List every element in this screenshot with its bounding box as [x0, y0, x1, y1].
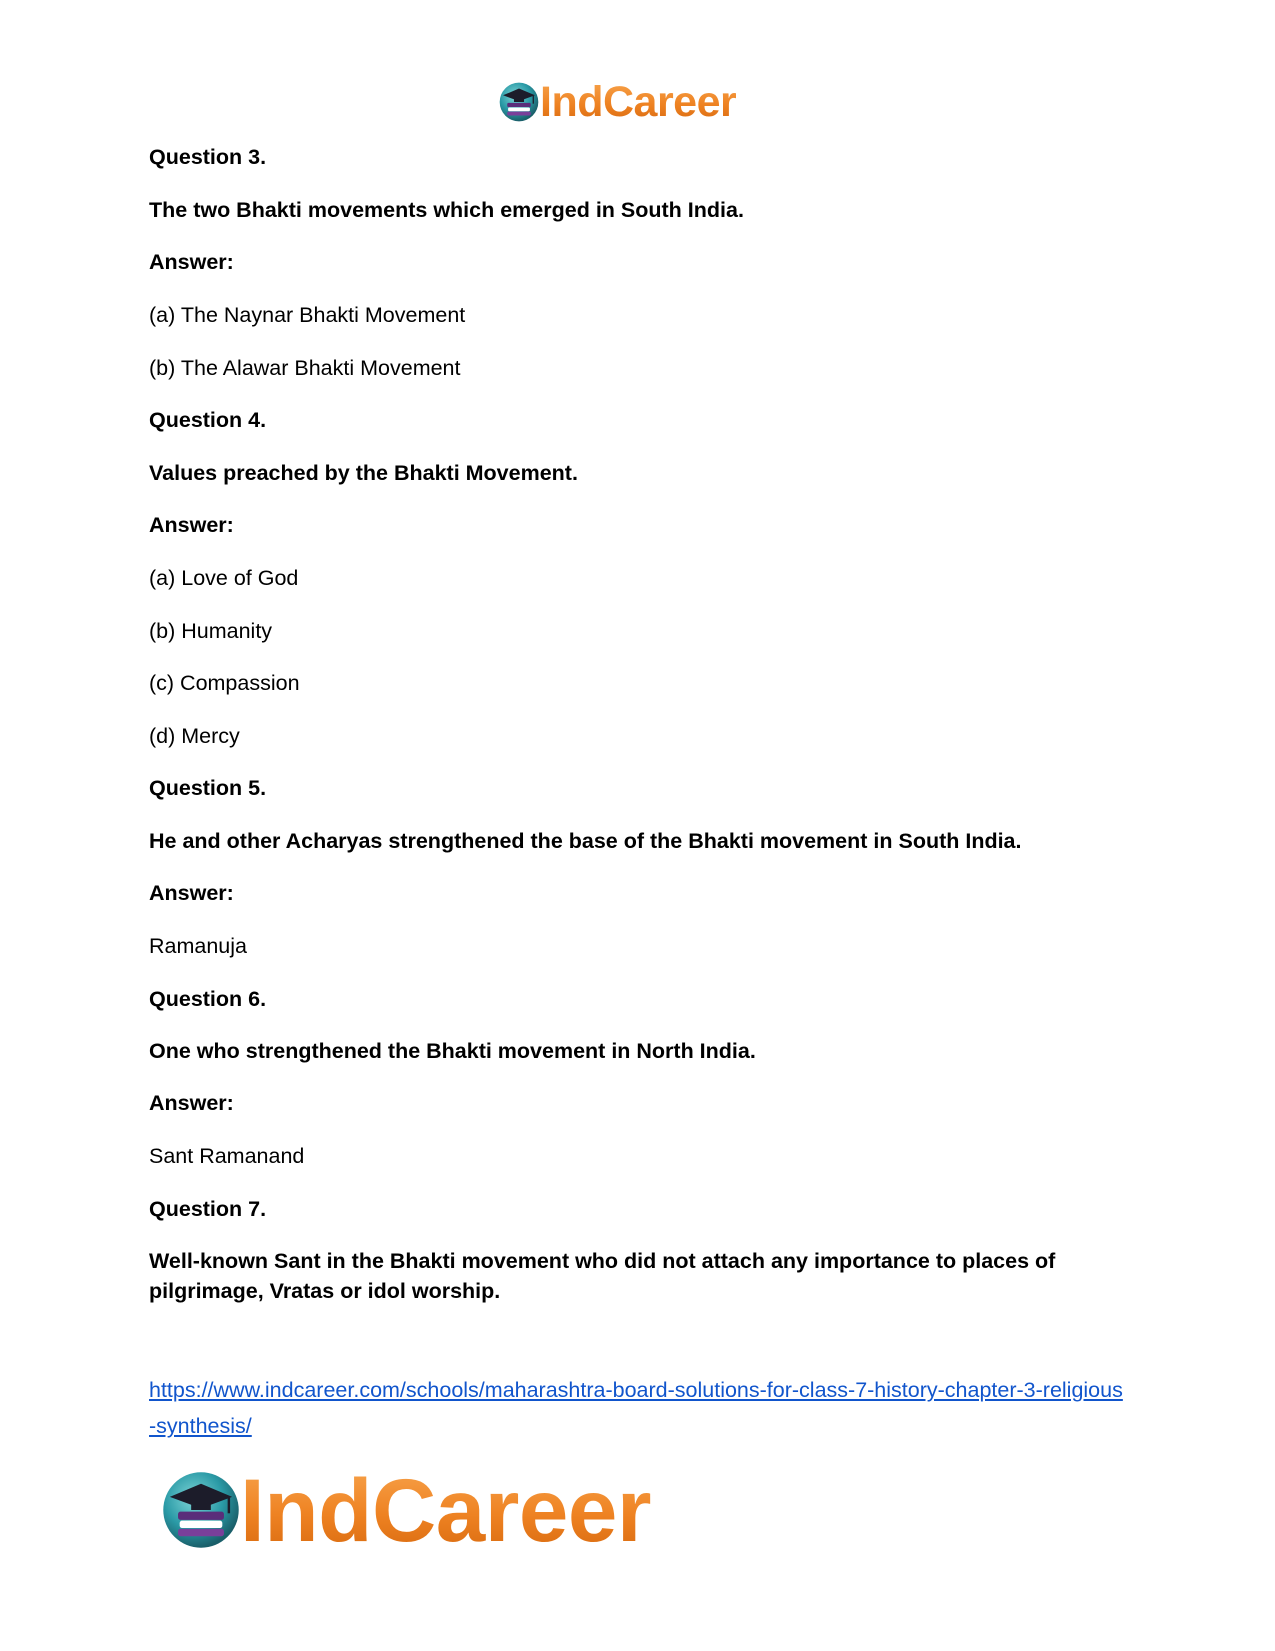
indcareer-logo-top	[498, 76, 736, 128]
question-4-answer-label: Answer:	[149, 513, 234, 537]
question-6-answer: Sant Ramanand	[149, 1144, 305, 1168]
question-3-text: The two Bhakti movements which emerged in South India.	[149, 198, 744, 222]
question-3-title: Question 3.	[149, 145, 267, 169]
question-5-answer-label: Answer:	[149, 881, 234, 905]
question-4-text: Values preached by the Bhakti Movement.	[149, 461, 578, 485]
question-4-title: Question 4.	[149, 408, 267, 432]
question-6-title: Question 6.	[149, 987, 267, 1011]
question-5-answer: Ramanuja	[149, 934, 247, 958]
question-7-title: Question 7.	[149, 1197, 267, 1221]
question-3-answer-a: (a) The Naynar Bhakti Movement	[149, 303, 466, 327]
question-5-title: Question 5.	[149, 776, 267, 800]
source-url-link[interactable]: https://www.indcareer.com/schools/maharashtra-board-solutions-for-class-7-history-chapter-3-religious-synthesis/	[149, 1378, 1123, 1438]
brand-wordmark: IndCareer	[540, 77, 737, 126]
question-3-answer-label: Answer:	[149, 250, 234, 274]
question-4-answer-c: (c) Compassion	[149, 671, 300, 695]
question-3-answer-b: (b) The Alawar Bhakti Movement	[149, 356, 461, 380]
graduation-cap-books-icon	[160, 1469, 242, 1551]
question-6-text: One who strengthened the Bhakti movement in North India.	[149, 1039, 756, 1063]
graduation-cap-books-icon	[498, 81, 540, 123]
indcareer-logo-bottom	[160, 1459, 651, 1560]
question-5-text: He and other Acharyas strengthened the base of the Bhakti movement in South India.	[149, 829, 1022, 853]
question-6-answer-label: Answer:	[149, 1091, 234, 1115]
brand-wordmark: IndCareer	[240, 1459, 651, 1560]
question-4-answer-a: (a) Love of God	[149, 566, 299, 590]
question-4-answer-b: (b) Humanity	[149, 619, 273, 643]
question-7-text: Well-known Sant in the Bhakti movement who did not attach any importance to places of pilgrimage, Vratas or idol worship.	[149, 1249, 1056, 1303]
question-4-answer-d: (d) Mercy	[149, 724, 240, 748]
